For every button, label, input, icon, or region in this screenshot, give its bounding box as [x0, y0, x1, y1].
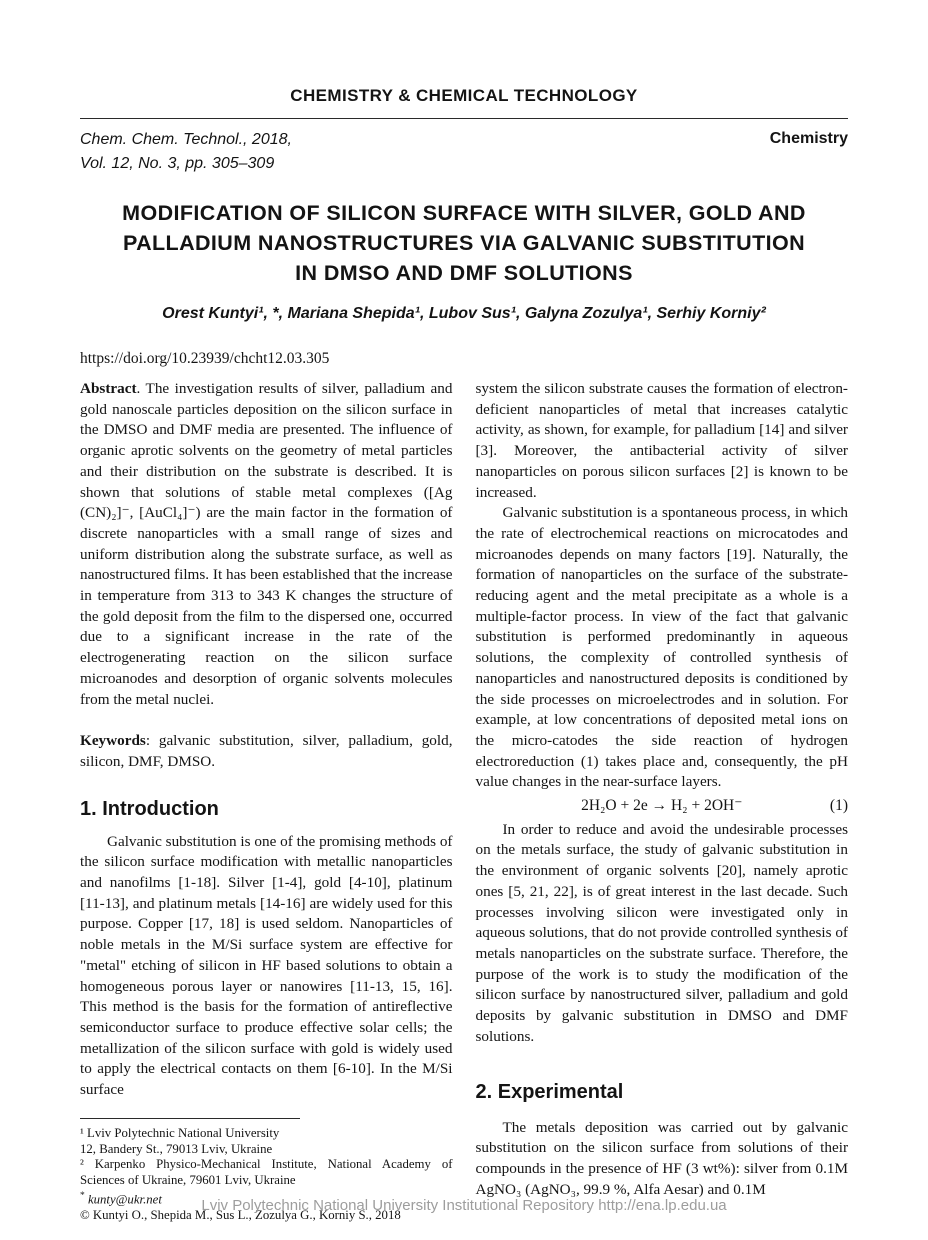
- header-rule: [80, 118, 848, 119]
- citation-line-1: Chem. Chem. Technol., 2018,: [80, 131, 292, 148]
- footnote-rule: [80, 1118, 300, 1119]
- equation-1: [476, 796, 849, 817]
- experimental-heading: 2. Experimental: [475, 1080, 624, 1103]
- footnote-affiliation-1-line-1: ¹ Lviv Polytechnic National University: [80, 1125, 280, 1140]
- abstract-label: Abstract: [80, 380, 137, 397]
- abstract-paragraph: [80, 379, 453, 710]
- journal-section-label: Chemistry: [769, 130, 848, 147]
- two-column-body: [80, 379, 848, 1224]
- footnote-affiliation-1-line-2: 12, Bandery St., 79013 Lviv, Ukraine: [80, 1141, 273, 1156]
- equation-number: (1): [829, 797, 848, 815]
- journal-name: CHEMISTRY & CHEMICAL TECHNOLOGY: [290, 86, 638, 105]
- introduction-paragraph-1-continued: system the silicon substrate causes the formation of electron-deficient nanoparticles of metal that increases catalytic activity, as shown, for example, for palladium [14] and silver [3]. Moreover, the antibacterial activity of silver nanoparticles on porous silicon surfaces [2] is known to be increased.: [475, 380, 848, 501]
- repository-footer: Lviv Polytechnic National University Institutional Repository http://ena.lp.edu.ua: [201, 1197, 727, 1214]
- introduction-paragraph-2: Galvanic substitution is a spontaneous process, in which the rate of electrochemical reactions on microcatodes and microanodes depends on many factors [19]. Naturally, the formation of nanoparticles on the surface of the substrate-reducing agent and the metal precipitate as a whole is a multiple-factor process. In view of the fact that galvanic substitution is performed predominantly in aqueous solutions, the complexity of controlled synthesis of nanoparticles and nanostructured deposits is conditioned by the side processes on microelectrodes and in solution. For example, at low concentrations of deposited metal ions on the micro-catodes the side reaction of hydrogen electroreduction (1) takes place and, consequently, the pH value changes in the near-surface layers.: [475, 504, 848, 791]
- authors-line: Orest Kuntyi¹, *, Mariana Shepida¹, Lubov Sus¹, Galyna Zozulya¹, Serhiy Korniy²: [162, 305, 766, 322]
- doi-link: https://doi.org/10.23939/chcht12.03.305: [80, 350, 330, 367]
- abstract-text: . The investigation results of silver, palladium and gold nanoscale particles deposition on the silicon surface in the DMSO and DMF media are presented. The influence of organic aprotic solvents on the geometry of metal particles and their distribution on the substrate is described. It is shown that solutions of stable metal complexes ([Ag (CN)₂]⁻, [AuCl₄]⁻) are the main factor in the formation of discrete nanoparticles with a small range of sizes and uniform distribution along the substrate surface, as well as nanostructured films. It has been established that the increase in temperature from 313 to 343 K changes the structure of the gold deposit from the film to the dispersed one, occurred due to a significant increase in the rate of the electrogenerating reaction on the silicon surface microanodes and desorption of organic solvents molecules from the metal nuclei.: [80, 380, 453, 708]
- equation-formula: 2H₂O + 2e → H₂ + 2OH⁻: [581, 797, 743, 815]
- article-title: MODIFICATION OF SILICON SURFACE WITH SILVER, GOLD AND PALLADIUM NANOSTRUCTURES VIA GALVANIC SUBSTITUTION IN DMSO AND DMF SOLUTIONS: [122, 201, 806, 285]
- left-column: [80, 379, 453, 1224]
- citation-block: [80, 128, 292, 176]
- email-marker: *: [80, 1190, 85, 1201]
- footnote-copyright: © Kuntyi O., Shepida M., Sus L., Zozulya G., Korniy S., 2018: [80, 1208, 401, 1223]
- introduction-heading: 1. Introduction: [80, 797, 219, 820]
- keywords-paragraph: [80, 731, 453, 772]
- email-address: kunty@ukr.net: [87, 1192, 162, 1207]
- introduction-paragraph-3: In order to reduce and avoid the undesirable processes on the metals surface, the study of galvanic substitution in the environment of organic solvents [20], namely aprotic ones [5, 21, 22], is of great interest in the last decade. Such processes involving silicon were investigated only in aqueous solutions, that do not provide controlled synthesis of metals nanoparticles on the substrate surface. Therefore, the purpose of the work is to study the modification of the silicon surface by nanostructured silver, palladium and gold deposits by galvanic substitution in DMSO and DMF solutions.: [475, 820, 848, 1045]
- citation-line-2: Vol. 12, No. 3, pp. 305–309: [80, 155, 275, 172]
- keywords-label: Keywords: [80, 732, 146, 750]
- footnote-affiliation-2: ² Karpenko Physico-Mechanical Institute, National Academy of Sciences of Ukraine, 79601 Lviv, Ukraine: [80, 1157, 453, 1188]
- experimental-paragraph-1: The metals deposition was carried out by galvanic substitution on the silicon surface from solutions of their compounds in the presence of HF (3 wt%): silver from 0.1M AgNO₃ (AgNO₃, 99.9 %, Alfa Aesar) and 0.1M: [475, 1118, 848, 1198]
- right-column: [476, 379, 849, 1224]
- keywords-text: : galvanic substitution, silver, palladium, gold, silicon, DMF, DMSO.: [80, 732, 453, 770]
- citation-row: [80, 128, 848, 176]
- introduction-paragraph-1: Galvanic substitution is one of the promising methods of the silicon surface modification with metallic nanoparticles and nanofilms [1-18]. Silver [1-4], gold [4-10], platinum [11-13], and platinum metals [14-16] are widely used for this purpose. Copper [17, 18] is used seldom. Nanoparticles of noble metals in the M/Si surface system are effective for "metal" etching of silicon in HF based solutions to obtain a homogeneous porous layer or nanowires [11-13, 15, 16]. This method is the basis for the formation of antireflective semiconductor surface to produce effective solar cells; the metallization of the silicon surface with gold is widely used to apply the electrical contacts on them [6-10]. In the M/Si surface: [80, 832, 453, 1099]
